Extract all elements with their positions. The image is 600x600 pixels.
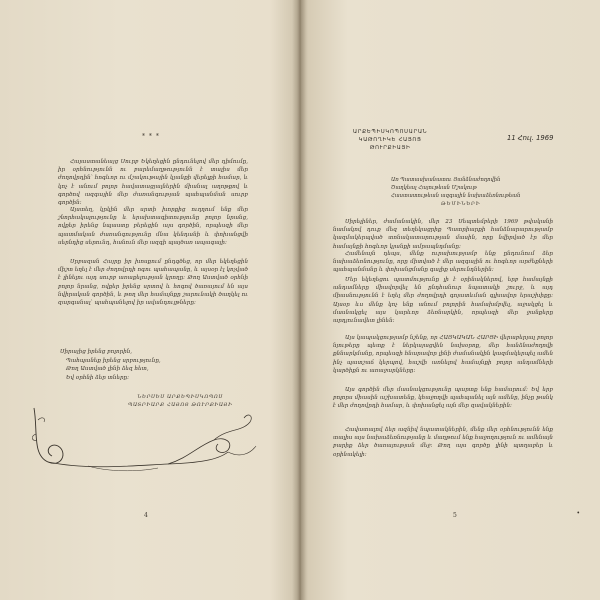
- left-page: [0, 0, 297, 600]
- right-paragraph-6: Հավատալով ձեր ազնիվ նպատակներին, մենք մեր օրհնությունն ենք տալիս այս նախաձեռնությանը և մաղթում ենք հաջողություն ու ամենայն բարիք ձեր ծառայության մեջ։ Թող այս գործը լինի պտղաբեր և օրինակելի։: [333, 427, 553, 458]
- left-paragraph-3: Սրբազան Հայրը իր խոսքում ընդգծեց, որ մեր եկեղեցին միշտ եղել է մեր ժողովրդի ոգու պահապանը, և այսօր էլ կոչված է լինելու այդ սուրբ առաքելության կրողը։ Թող Աստված օրհնի բոլոր նրանց, ովքեր իրենց սրտով և հոգով ծառայում են այս նվիրական գործին, և թող մեր համայնքը շարունակի ծաղկել ու զարգանալ՝ պահպանելով իր ավանդույթները։: [58, 259, 248, 307]
- right-paragraph-2: Համենայն դեպս, մենք ուրախությամբ ենք ընդունում ձեր նախաձեռնությունը, որը միտված է մեր ազգային ու հոգևոր արժեքների պահպանմանը և փոխանցմանը գալիք սերունդներին։: [333, 251, 553, 274]
- closing-verse: [60, 348, 161, 382]
- letterhead-line: ԹՈՒՐՔԻԱՅԻ: [369, 145, 411, 151]
- section-stars: * * *: [142, 133, 160, 140]
- letter-date: 11 Հուլ. 1969: [507, 134, 554, 142]
- page-number-right: 5: [453, 512, 457, 519]
- letterhead-line: ԿԱԹՈՂԻԿԵ ՀԱՅՈՑ: [358, 137, 422, 143]
- address-line: Հաստատութեան ազգային նախաձեռնութեան: [391, 193, 521, 199]
- letterhead-line: ԱՐՔԵՊԻՍԿՈՊՈՍԱՐԱՆ: [353, 129, 428, 135]
- address-line: Առ Պատասխանատու Յանձնաժողովին: [391, 177, 501, 183]
- verse-line: Պահպանեք իրենց սրբությունը,: [66, 357, 161, 364]
- right-page: [303, 0, 600, 600]
- verse-line: Եվ օրհնի ձեր տները:: [66, 374, 129, 381]
- address-line: ԹԵՄԻՆԵՐԻ: [441, 201, 481, 207]
- signature-line: ՆԵՐՍԵՍ ԱՐՔԵՊԻՍԿՈՊՈՍ: [137, 394, 224, 400]
- address-block: [391, 176, 520, 208]
- page-number-left: 4: [144, 512, 148, 519]
- left-paragraph-1: Հայաստանեայց Սուրբ Եկեղեցին ընդունելով մեր դիմումը, իր օրհնությունն ու բարեմաղթությունն է տալիս մեր ժողովրդին՝ հոգևոր ու մշակութային կյանքի վերելքի համար, և կոչ է անում բոլոր հավատացյալներին միանալ աղոթքով և գործով ազգային մեր ժառանգության պահպանման սուրբ գործին։: [58, 159, 248, 207]
- signature-line: ՊԱՏՐԻԱՐՔ ՀԱՅՈՑ ԹՈՒՐՔԻԱՅԻ: [128, 402, 233, 408]
- verse-line: Սիրայից իրենց բոլորին,: [60, 349, 133, 355]
- verse-line: Թող Աստված լինի ձեզ հետ,: [66, 366, 149, 373]
- letterhead: [353, 128, 427, 152]
- left-paragraph-2: Այստեղ, կրկին մեր սրտի խորքից ուղղում ենք մեր շնորհակալությունը և երախտագիտությունը բոլոր նրանց, ովքեր իրենց նպաստը բերեցին այս գործին, որպեսզի մեր պատմական ժառանգությունը մնա կենդանի և փոխանցվի սերնդից սերունդ, հանուն մեր ազգի պայծառ ապագայի։: [58, 207, 248, 246]
- decorative-flourish: [28, 400, 260, 480]
- right-paragraph-4: Այս կապակցությամբ նշենք, որ ՀԱՅԿԱԿԱՆ ՀԱՐՑԻ վերաբերյալ բոլոր նյութերը պետք է ներկայացվեն նախօրոք, մեր հանձնաժողովի քննարկմանը, որպեսզի հնարավոր լինի ժամանակին կազմակերպել ամեն ինչ պատշաճ կերպով, հաշվի առնելով համայնքի բոլոր անդամների կարծիքն ու առաջարկները։: [333, 335, 553, 374]
- right-paragraph-5: Այս գործին մեր մասնակցությունը պարտք ենք համարում։ Եվ երբ բոլորս միասին աշխատենք, կհաջողվի պահպանել այն ամենը, ինչը թանկ է մեր ժողովրդի համար, և փոխանցել այն մեր զավակներին։: [333, 387, 553, 410]
- right-paragraph-1: Սիրելիներ, ժամանակին, մեր 23 Սեպտեմբերի 1969 թվականի նամակով դուք մեզ տեղեկացրիք Պատրիարքի հանձնարարությամբ կազմակերպված տոնակատարության մասին, որը նվիրված էր մեր համայնքի հոգևոր կյանքի ամրապնդմանը։: [333, 219, 553, 250]
- address-line: Ծաղկեալ Հայութեան Մշակութ: [391, 185, 477, 191]
- right-paragraph-3: Մեր եկեղեցու պատմությունը լի է օրինակներով, երբ համայնքի անդամները միավորվել են ընդհանուր նպատակի շուրջ, և այդ միասնությունն է եղել մեր ժողովրդի գոյատևման գլխավոր երաշխիքը։ Այսօր ևս մենք կոչ ենք անում բոլորին համախմբվել, աջակցել և մասնակցել այս կարևոր ձեռնարկին, որպեսզի մեր ջանքերը արդյունավետ լինեն։: [333, 277, 553, 325]
- edge-mark: •: [576, 510, 580, 517]
